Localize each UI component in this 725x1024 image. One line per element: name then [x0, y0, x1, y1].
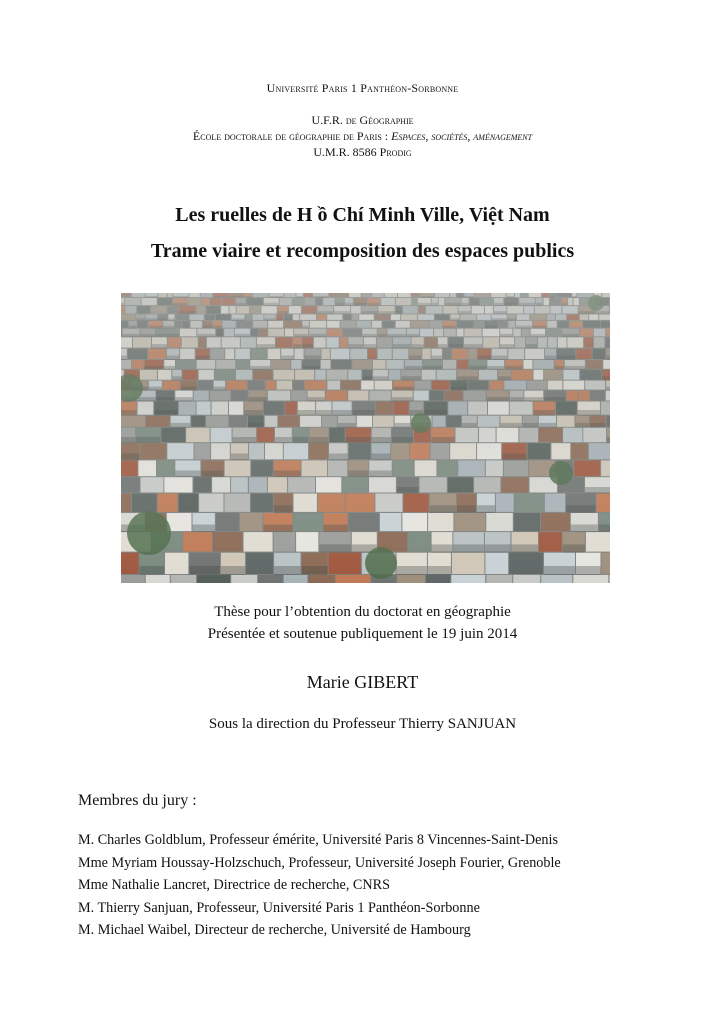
jury-member: M. Charles Goldblum, Professeur émérite, Université Paris 8 Vincennes-Saint-Denis	[78, 832, 558, 848]
jury-member: Mme Nathalie Lancret, Directrice de recherche, CNRS	[78, 877, 390, 893]
affiliation-block	[0, 112, 725, 160]
jury-list	[78, 829, 561, 942]
thesis-purpose: Thèse pour l’obtention du doctorat en géographie	[214, 604, 511, 620]
author-name: Marie GIBERT	[306, 672, 419, 692]
aerial-city-rooftops-image	[121, 293, 610, 583]
jury-member: Mme Myriam Houssay-Holzschuch, Professeur, Université Joseph Fourier, Grenoble	[78, 854, 561, 871]
aerial-city-photo	[121, 293, 610, 583]
doctoral-school-prefix: École doctorale de géographie de Paris :	[192, 129, 389, 143]
doctoral-school	[0, 128, 725, 144]
university-name: Université Paris 1 Panthéon-Sorbonne	[266, 81, 459, 95]
umr-name: U.M.R. 8586 Prodig	[313, 145, 412, 159]
jury-member: M. Thierry Sanjuan, Professeur, Université Paris 1 Panthéon-Sorbonne	[78, 899, 480, 916]
thesis-subtitle: Trame viaire et recomposition des espaces publics	[150, 240, 575, 262]
thesis-title: Les ruelles de H ồ Chí Minh Ville, Việt Nam	[175, 204, 550, 226]
jury-member: M. Michael Waibel, Directeur de recherche, Université de Hambourg	[78, 922, 471, 938]
doctoral-school-theme: Espaces, sociétés, aménagement	[391, 129, 533, 143]
supervisor: Sous la direction du Professeur Thierry SANJUAN	[208, 716, 517, 732]
defense-date: Présentée et soutenue publiquement le 19 juin 2014	[207, 626, 518, 642]
ufr-name: U.F.R. de Géographie	[311, 113, 414, 127]
jury-heading: Membres du jury :	[78, 792, 197, 809]
